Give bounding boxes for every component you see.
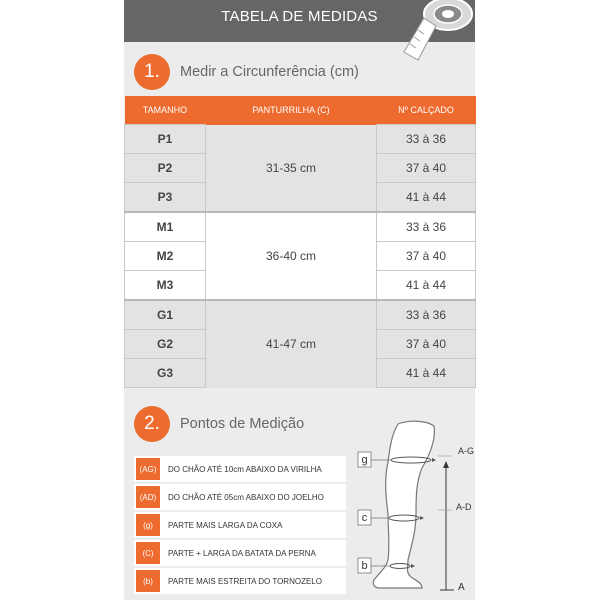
section-1-number: 1. <box>134 54 170 90</box>
point-text: PARTE MAIS LARGA DA COXA <box>168 520 283 530</box>
point-text: PARTE + LARGA DA BATATA DA PERNA <box>168 548 316 558</box>
size-cell: M2 <box>125 242 206 271</box>
list-item <box>134 456 346 482</box>
size-cell: M1 <box>125 212 206 242</box>
list-item <box>134 568 346 594</box>
size-cell: G2 <box>125 330 206 359</box>
shoe-cell: 37 à 40 <box>377 242 476 271</box>
label-a: A <box>458 582 465 593</box>
point-code: (b) <box>136 570 160 592</box>
size-table <box>124 96 476 388</box>
size-chart-card <box>124 0 475 600</box>
section-2-title: Pontos de Medição <box>180 416 305 432</box>
calf-range-cell: 41-47 cm <box>206 300 377 388</box>
shoe-cell: 33 à 36 <box>377 125 476 154</box>
size-cell: P2 <box>125 154 206 183</box>
calf-range-cell: 31-35 cm <box>206 125 377 213</box>
header-calf: PANTURRILHA (C) <box>206 96 377 125</box>
shoe-cell: 33 à 36 <box>377 212 476 242</box>
section-1-heading <box>134 52 359 92</box>
measurement-points-list <box>134 456 346 596</box>
shoe-cell: 41 à 44 <box>377 183 476 213</box>
shoe-cell: 33 à 36 <box>377 300 476 330</box>
list-item <box>134 484 346 510</box>
measuring-tape-icon <box>394 0 475 70</box>
point-text: PARTE MAIS ESTREITA DO TORNOZELO <box>168 576 322 586</box>
leg-diagram <box>350 418 475 598</box>
list-item <box>134 540 346 566</box>
header-title: TABELA DE MEDIDAS <box>221 8 378 25</box>
list-item <box>134 512 346 538</box>
section-2-heading <box>134 404 304 444</box>
point-text: DO CHÃO ATÉ 10cm ABAIXO DA VIRILHA <box>168 464 322 474</box>
size-cell: G1 <box>125 300 206 330</box>
point-code: (C) <box>136 542 160 564</box>
size-cell: P1 <box>125 125 206 154</box>
label-c: c <box>361 512 368 524</box>
point-code: (AD) <box>136 486 160 508</box>
table-row <box>125 300 476 330</box>
section-2-number: 2. <box>134 406 170 442</box>
shoe-cell: 41 à 44 <box>377 271 476 301</box>
label-ad: A-D <box>456 502 472 512</box>
label-g: g <box>361 454 368 466</box>
table-row <box>125 212 476 242</box>
label-ag: A-G <box>458 446 475 456</box>
table-row <box>125 125 476 154</box>
point-code: (g) <box>136 514 160 536</box>
shoe-cell: 41 à 44 <box>377 359 476 388</box>
shoe-cell: 37 à 40 <box>377 330 476 359</box>
point-code: (AG) <box>136 458 160 480</box>
point-text: DO CHÃO ATÉ 05cm ABAIXO DO JOELHO <box>168 492 324 502</box>
header-size: TAMANHO <box>125 96 206 125</box>
label-b: b <box>361 560 368 572</box>
size-cell: M3 <box>125 271 206 301</box>
size-cell: P3 <box>125 183 206 213</box>
shoe-cell: 37 à 40 <box>377 154 476 183</box>
section-1-title: Medir a Circunferência (cm) <box>180 64 359 80</box>
calf-range-cell: 36-40 cm <box>206 212 377 300</box>
leg-outline-icon <box>373 421 434 588</box>
header-shoe: Nº CALÇADO <box>377 96 476 125</box>
size-cell: G3 <box>125 359 206 388</box>
